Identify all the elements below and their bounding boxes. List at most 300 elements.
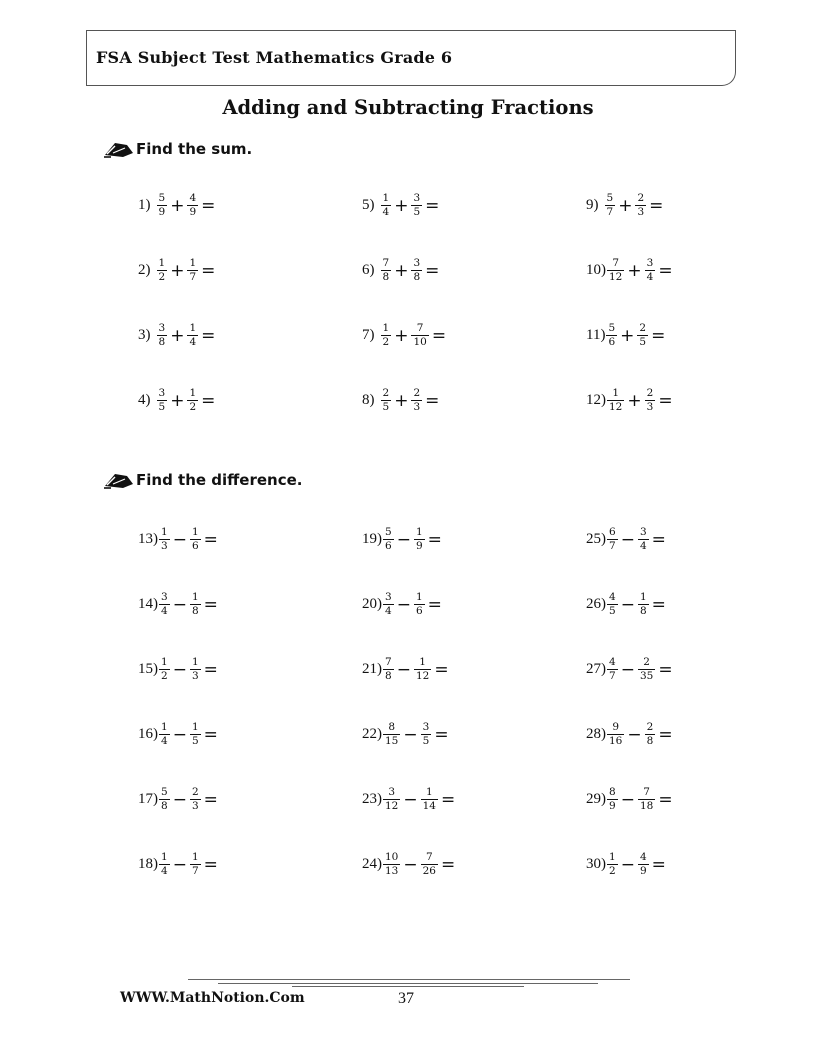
problem-item	[586, 722, 673, 747]
problem-item	[586, 323, 665, 348]
section-heading-sum	[103, 139, 252, 159]
fraction	[384, 527, 393, 552]
denominator: 6	[385, 540, 392, 553]
denominator: 5	[422, 735, 430, 748]
fraction	[382, 193, 391, 218]
denominator: 4	[189, 336, 197, 349]
equals-sign: =	[201, 390, 216, 411]
denominator: 6	[191, 540, 199, 553]
denominator: 8	[385, 670, 392, 683]
numerator: 5	[161, 786, 168, 798]
denominator: 8	[639, 605, 647, 618]
equals-sign: =	[658, 659, 673, 680]
problem-number: 5)	[362, 197, 375, 214]
fraction	[384, 657, 393, 682]
numerator: 5	[608, 322, 616, 334]
equals-sign: =	[651, 529, 666, 550]
equals-sign: =	[203, 724, 218, 745]
denominator: 6	[415, 605, 423, 618]
numerator: 3	[639, 526, 647, 538]
fraction	[412, 388, 421, 413]
fraction	[160, 722, 169, 747]
section-heading-label: Find the difference.	[136, 471, 303, 489]
problem-item	[138, 258, 215, 283]
denominator: 5	[158, 401, 166, 414]
problem-number: 29)	[586, 791, 606, 808]
problem-number: 10)	[586, 262, 606, 279]
problem-number: 23)	[362, 791, 382, 808]
denominator: 3	[191, 670, 199, 683]
operator: −	[396, 529, 411, 550]
denominator: 9	[158, 206, 166, 219]
fraction	[188, 388, 197, 413]
problem-number: 6)	[362, 262, 375, 279]
equals-sign: =	[203, 594, 218, 615]
denominator: 16	[609, 735, 623, 748]
operator: −	[403, 854, 418, 875]
fraction	[646, 258, 655, 283]
fraction	[415, 657, 430, 682]
operator: −	[172, 854, 187, 875]
denominator: 12	[385, 800, 399, 813]
fraction	[412, 258, 421, 283]
denominator: 9	[189, 206, 197, 219]
numerator: 3	[422, 721, 430, 733]
numerator: 3	[161, 591, 168, 603]
operator: −	[172, 659, 187, 680]
denominator: 4	[161, 865, 168, 878]
equals-sign: =	[201, 260, 216, 281]
numerator: 1	[161, 656, 168, 668]
fraction	[191, 852, 200, 877]
equals-sign: =	[203, 854, 218, 875]
problem-item	[362, 787, 455, 812]
header-title: FSA Subject Test Mathematics Grade 6	[96, 48, 453, 67]
operator: +	[170, 195, 185, 216]
problem-number: 8)	[362, 392, 375, 409]
equals-sign: =	[201, 325, 216, 346]
denominator: 4	[161, 735, 168, 748]
problem-number: 25)	[586, 531, 606, 548]
operator: +	[394, 390, 409, 411]
operator: −	[620, 529, 635, 550]
denominator: 6	[608, 336, 616, 349]
problem-item	[586, 852, 666, 877]
numerator: 1	[425, 786, 433, 798]
problem-number: 4)	[138, 392, 151, 409]
numerator: 7	[643, 786, 650, 798]
problem-number: 15)	[138, 661, 158, 678]
operator: +	[627, 260, 642, 281]
denominator: 12	[609, 401, 623, 414]
equals-sign: =	[425, 390, 440, 411]
problem-number: 16)	[138, 726, 158, 743]
equals-sign: =	[425, 260, 440, 281]
problem-number: 11)	[586, 327, 606, 344]
problem-item	[362, 323, 446, 348]
fraction	[191, 787, 200, 812]
fraction	[188, 258, 197, 283]
problem-item	[362, 388, 439, 413]
numerator: 2	[646, 387, 654, 399]
numerator: 2	[639, 322, 647, 334]
equals-sign: =	[425, 195, 440, 216]
numerator: 8	[609, 786, 616, 798]
problem-item	[138, 527, 218, 552]
numerator: 2	[637, 192, 645, 204]
denominator: 12	[609, 271, 623, 284]
fraction	[382, 258, 391, 283]
denominator: 5	[609, 605, 616, 618]
numerator: 4	[639, 851, 647, 863]
problem-item	[362, 258, 439, 283]
operator: −	[396, 594, 411, 615]
numerator: 7	[382, 257, 390, 269]
denominator: 7	[191, 865, 199, 878]
denominator: 2	[161, 670, 168, 683]
problem-number: 1)	[138, 197, 151, 214]
operator: −	[620, 659, 635, 680]
numerator: 7	[612, 257, 620, 269]
fraction	[639, 592, 648, 617]
numerator: 3	[413, 257, 421, 269]
problem-number: 3)	[138, 327, 151, 344]
footer-divider	[188, 979, 630, 980]
fraction	[191, 592, 200, 617]
fraction	[422, 852, 437, 877]
equals-sign: =	[651, 594, 666, 615]
footer-divider	[218, 983, 598, 984]
problem-item	[586, 592, 666, 617]
numerator: 3	[413, 192, 421, 204]
numerator: 2	[643, 656, 650, 668]
denominator: 35	[639, 670, 654, 683]
page-number: 37	[398, 990, 414, 1007]
operator: +	[620, 325, 635, 346]
numerator: 3	[158, 322, 166, 334]
section-heading-label: Find the sum.	[136, 140, 253, 158]
operator: +	[394, 260, 409, 281]
denominator: 4	[382, 206, 390, 219]
denominator: 2	[382, 336, 390, 349]
numerator: 5	[385, 526, 392, 538]
fraction	[608, 787, 617, 812]
fraction	[160, 592, 169, 617]
problem-item	[138, 787, 218, 812]
problem-number: 14)	[138, 596, 158, 613]
problem-item	[362, 592, 442, 617]
operator: −	[620, 789, 635, 810]
equals-sign: =	[201, 195, 216, 216]
denominator: 5	[191, 735, 199, 748]
problem-item	[138, 193, 215, 218]
denominator: 3	[191, 800, 199, 813]
problem-item	[138, 657, 218, 682]
fraction	[639, 657, 654, 682]
fraction	[160, 787, 169, 812]
fraction	[639, 527, 648, 552]
fraction	[158, 323, 167, 348]
problem-item	[586, 787, 673, 812]
numerator: 1	[191, 591, 199, 603]
fraction	[608, 388, 623, 413]
denominator: 5	[639, 336, 647, 349]
fraction	[158, 258, 167, 283]
numerator: 6	[609, 526, 616, 538]
fraction	[191, 722, 200, 747]
fraction	[160, 527, 169, 552]
numerator: 1	[191, 656, 199, 668]
operator: −	[172, 789, 187, 810]
fraction	[188, 193, 197, 218]
fraction	[158, 388, 167, 413]
operator: +	[394, 195, 409, 216]
fraction	[188, 323, 197, 348]
numerator: 5	[606, 192, 614, 204]
problem-item	[586, 527, 666, 552]
denominator: 9	[639, 865, 647, 878]
problem-number: 28)	[586, 726, 606, 743]
fraction	[412, 323, 427, 348]
equals-sign: =	[651, 854, 666, 875]
fraction	[608, 592, 617, 617]
pencil-hand-icon	[103, 470, 135, 490]
operator: +	[618, 195, 633, 216]
problem-item	[138, 388, 215, 413]
numerator: 1	[415, 591, 423, 603]
numerator: 1	[639, 591, 647, 603]
fraction	[646, 388, 655, 413]
problem-item	[586, 388, 673, 413]
denominator: 8	[413, 271, 421, 284]
fraction	[160, 657, 169, 682]
equals-sign: =	[441, 789, 456, 810]
equals-sign: =	[658, 390, 673, 411]
denominator: 3	[161, 540, 168, 553]
fraction	[422, 787, 437, 812]
equals-sign: =	[431, 325, 447, 346]
equals-sign: =	[203, 789, 218, 810]
problem-number: 30)	[586, 856, 606, 873]
fraction	[384, 787, 399, 812]
operator: −	[620, 854, 635, 875]
equals-sign: =	[427, 529, 442, 550]
denominator: 7	[609, 540, 616, 553]
fraction	[607, 323, 616, 348]
problem-number: 26)	[586, 596, 606, 613]
fraction	[636, 193, 645, 218]
equals-sign: =	[658, 260, 673, 281]
numerator: 1	[419, 656, 426, 668]
denominator: 2	[189, 401, 197, 414]
denominator: 5	[382, 401, 390, 414]
problem-number: 24)	[362, 856, 382, 873]
operator: −	[396, 659, 411, 680]
denominator: 7	[606, 206, 614, 219]
section-heading-difference	[103, 470, 303, 490]
equals-sign: =	[203, 659, 218, 680]
numerator: 1	[609, 851, 616, 863]
operator: −	[172, 724, 187, 745]
numerator: 1	[161, 721, 168, 733]
fraction	[384, 852, 399, 877]
equals-sign: =	[203, 529, 218, 550]
fraction	[608, 527, 617, 552]
fraction	[608, 852, 617, 877]
footer-divider	[292, 986, 524, 987]
problem-number: 17)	[138, 791, 158, 808]
fraction	[384, 722, 399, 747]
operator: +	[170, 325, 185, 346]
footer-url: WWW.MathNotion.Com	[120, 990, 305, 1006]
fraction	[160, 852, 169, 877]
denominator: 12	[415, 670, 430, 683]
denominator: 26	[422, 865, 436, 878]
numerator: 1	[191, 526, 199, 538]
problem-number: 27)	[586, 661, 606, 678]
operator: +	[394, 325, 409, 346]
operator: −	[172, 594, 187, 615]
numerator: 1	[191, 851, 199, 863]
numerator: 1	[158, 257, 166, 269]
denominator: 5	[413, 206, 421, 219]
denominator: 8	[191, 605, 199, 618]
denominator: 9	[609, 800, 616, 813]
numerator: 1	[161, 526, 168, 538]
denominator: 2	[609, 865, 616, 878]
equals-sign: =	[434, 724, 449, 745]
fraction	[608, 657, 617, 682]
operator: +	[170, 260, 185, 281]
problem-number: 13)	[138, 531, 158, 548]
problem-number: 2)	[138, 262, 151, 279]
numerator: 9	[612, 721, 620, 733]
equals-sign: =	[649, 195, 664, 216]
numerator: 5	[158, 192, 166, 204]
denominator: 3	[646, 401, 654, 414]
fraction	[384, 592, 393, 617]
denominator: 7	[189, 271, 197, 284]
numerator: 3	[646, 257, 654, 269]
numerator: 8	[388, 721, 396, 733]
problem-number: 21)	[362, 661, 382, 678]
equals-sign: =	[658, 724, 673, 745]
numerator: 1	[161, 851, 168, 863]
numerator: 7	[385, 656, 392, 668]
problem-item	[362, 852, 455, 877]
fraction	[191, 657, 200, 682]
denominator: 14	[422, 800, 436, 813]
fraction	[639, 852, 648, 877]
denominator: 8	[161, 800, 168, 813]
numerator: 2	[413, 387, 421, 399]
numerator: 1	[189, 322, 197, 334]
numerator: 1	[382, 322, 390, 334]
problem-item	[138, 852, 218, 877]
denominator: 7	[609, 670, 616, 683]
equals-sign: =	[427, 594, 442, 615]
numerator: 1	[189, 387, 197, 399]
denominator: 4	[161, 605, 168, 618]
denominator: 13	[385, 865, 399, 878]
denominator: 10	[413, 336, 427, 349]
problem-item	[138, 592, 218, 617]
problem-item	[586, 258, 673, 283]
numerator: 2	[191, 786, 199, 798]
denominator: 8	[646, 735, 654, 748]
denominator: 9	[415, 540, 423, 553]
fraction	[608, 722, 623, 747]
equals-sign: =	[441, 854, 456, 875]
problem-number: 20)	[362, 596, 382, 613]
fraction	[646, 722, 655, 747]
fraction	[415, 592, 424, 617]
operator: −	[627, 724, 642, 745]
problem-number: 12)	[586, 392, 606, 409]
fraction	[412, 193, 421, 218]
numerator: 1	[415, 526, 423, 538]
fraction	[638, 323, 647, 348]
equals-sign: =	[658, 789, 673, 810]
denominator: 4	[639, 540, 647, 553]
numerator: 3	[388, 786, 396, 798]
denominator: 3	[413, 401, 421, 414]
problem-number: 19)	[362, 531, 382, 548]
fraction	[382, 323, 391, 348]
problem-number: 7)	[362, 327, 375, 344]
numerator: 3	[385, 591, 392, 603]
fraction	[415, 527, 424, 552]
problem-item	[362, 193, 439, 218]
operator: −	[403, 789, 418, 810]
problem-item	[362, 657, 449, 682]
problem-item	[138, 722, 218, 747]
numerator: 10	[385, 851, 399, 863]
fraction	[422, 722, 431, 747]
fraction	[382, 388, 391, 413]
problem-number: 22)	[362, 726, 382, 743]
numerator: 1	[191, 721, 199, 733]
denominator: 8	[158, 336, 166, 349]
operator: +	[627, 390, 642, 411]
numerator: 7	[416, 322, 424, 334]
fraction	[191, 527, 200, 552]
numerator: 4	[189, 192, 197, 204]
denominator: 3	[637, 206, 645, 219]
operator: −	[172, 529, 187, 550]
page-title: Adding and Subtracting Fractions	[222, 96, 594, 119]
equals-sign: =	[434, 659, 449, 680]
numerator: 1	[189, 257, 197, 269]
problem-item	[586, 657, 673, 682]
denominator: 15	[385, 735, 399, 748]
operator: −	[403, 724, 418, 745]
pencil-hand-icon	[103, 139, 135, 159]
numerator: 1	[612, 387, 620, 399]
denominator: 4	[646, 271, 654, 284]
numerator: 7	[425, 851, 433, 863]
denominator: 4	[385, 605, 392, 618]
fraction	[639, 787, 654, 812]
problem-number: 9)	[586, 197, 599, 214]
numerator: 2	[646, 721, 654, 733]
numerator: 1	[382, 192, 390, 204]
problem-item	[362, 527, 442, 552]
denominator: 8	[382, 271, 390, 284]
operator: −	[620, 594, 635, 615]
problem-number: 18)	[138, 856, 158, 873]
numerator: 4	[609, 656, 616, 668]
